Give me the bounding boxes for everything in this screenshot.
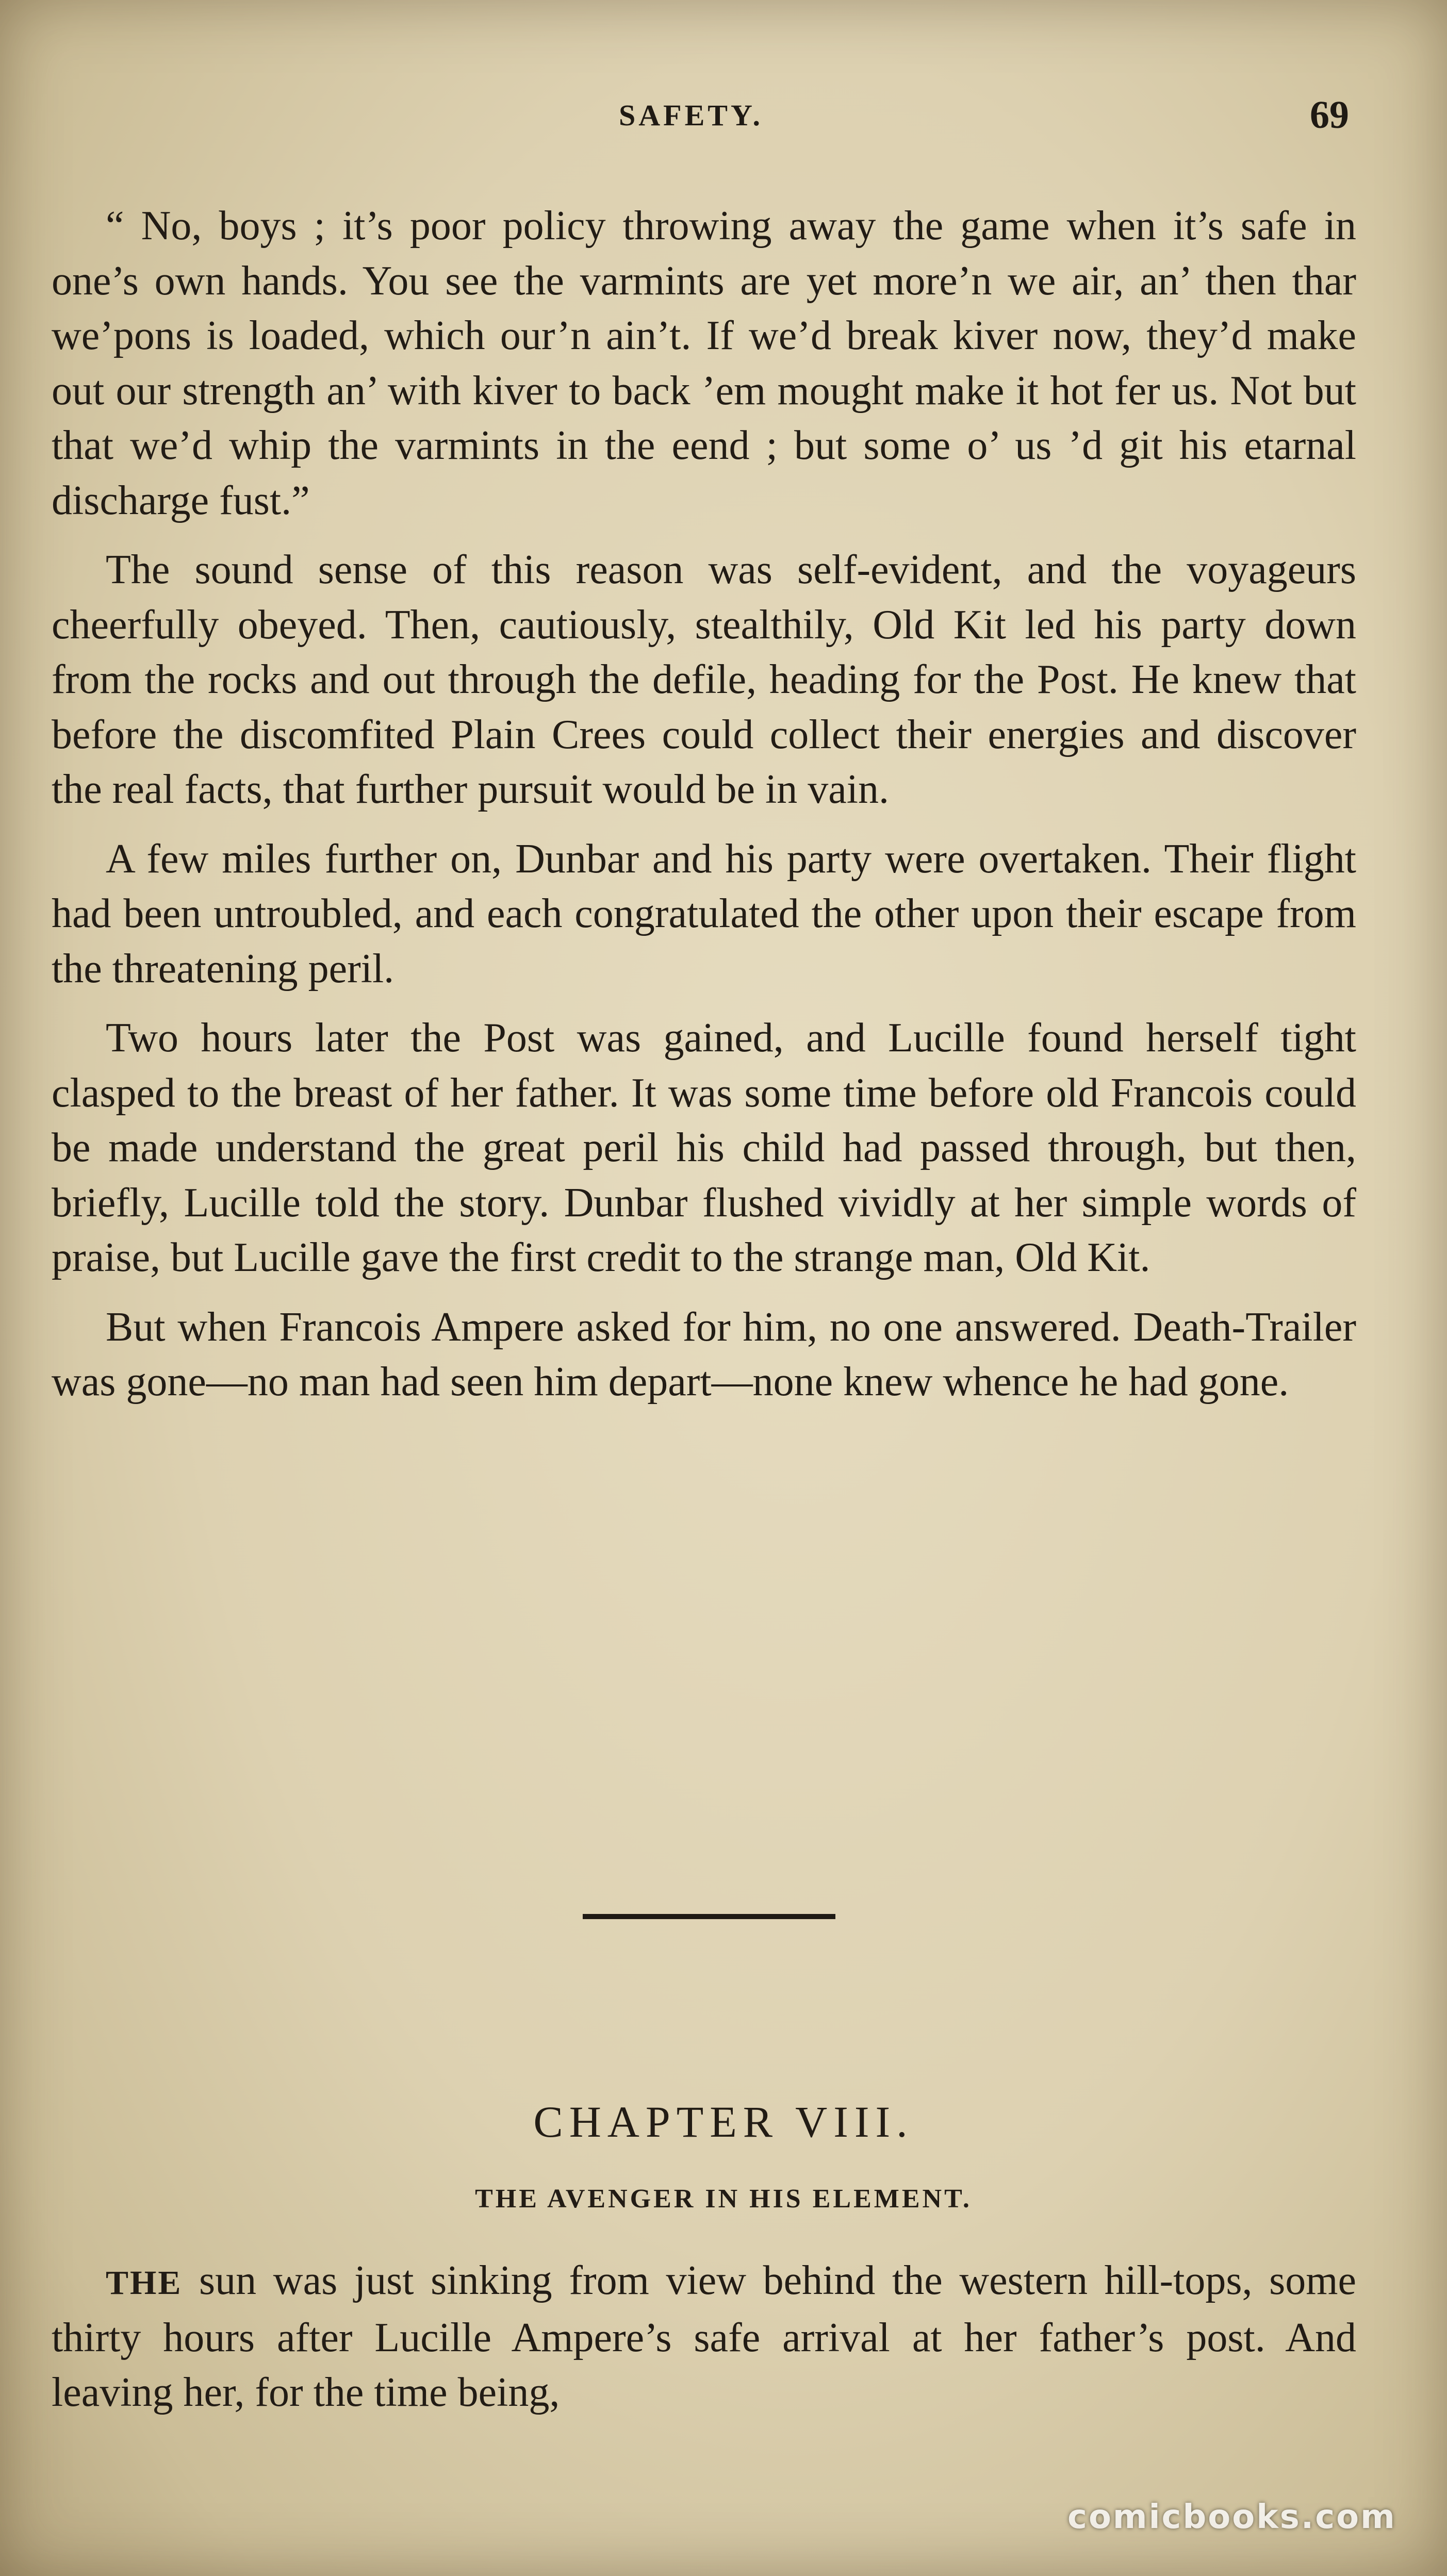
watermark: comicbooks.com (1067, 2498, 1396, 2536)
paragraph-4: Two hours later the Post was gained, and Lucille found herself tight clasped to the breast of her father. It was some time before old Francois could be made understand the great peril his child had passed through, but then, briefly, Lucille told the story. Dunbar flushed vividly at her simple words of praise, but Lucille gave the first credit to the strange man, Old Kit. (52, 1015, 1356, 1280)
section-divider (583, 1914, 835, 1919)
paragraph-2: The sound sense of this reason was self-evident, and the voyageurs cheerfully obeyed. Then, cautiously, stealthily, Old Kit led his party down from the rocks and out through the defile, heading for the Post. He knew that before the discomfited Plain Crees could collect their energies and discover the real facts, that further pursuit would be in vain. (52, 547, 1356, 812)
chapter-opening-paragraph (52, 2253, 1356, 2420)
paragraph-5: But when Francois Ampere asked for him, no one answered. Death-Trailer was gone—no man had seen him depart—none knew whence he had gone. (52, 1304, 1356, 1405)
body-text (52, 199, 1356, 1424)
chapter-opening (52, 2253, 1356, 2420)
chapter-opening-text: sun was just sinking from view behind the western hill-tops, some thirty hours after Lucille Ampere’s safe arrival at her father’s post. And leaving her, for the time being, (52, 2258, 1356, 2415)
page-number: 69 (1310, 93, 1349, 137)
paragraph-1: “ No, boys ; it’s poor policy throwing away the game when it’s safe in one’s own hands. You see the varmints are yet more’n we air, an’ then thar we’pons is loaded, which our’n ain’t. If we’d break kiver now, they’d make out our strength an’ with kiver to back ’em mought make it hot fer us. Not but that we’d whip the varmints in the eend ; but some o’ us ’d git his etarnal discharge fust.” (52, 203, 1356, 523)
chapter-subtitle: THE AVENGER IN HIS ELEMENT. (475, 2184, 972, 2214)
running-head: SAFETY. (619, 98, 764, 132)
paragraph-3: A few miles further on, Dunbar and his party were overtaken. Their flight had been untroubled, and each congratulated the other upon their escape from the threatening peril. (52, 836, 1356, 992)
chapter-lead-in: THE (106, 2264, 183, 2302)
chapter-title: CHAPTER VIII. (533, 2097, 914, 2146)
